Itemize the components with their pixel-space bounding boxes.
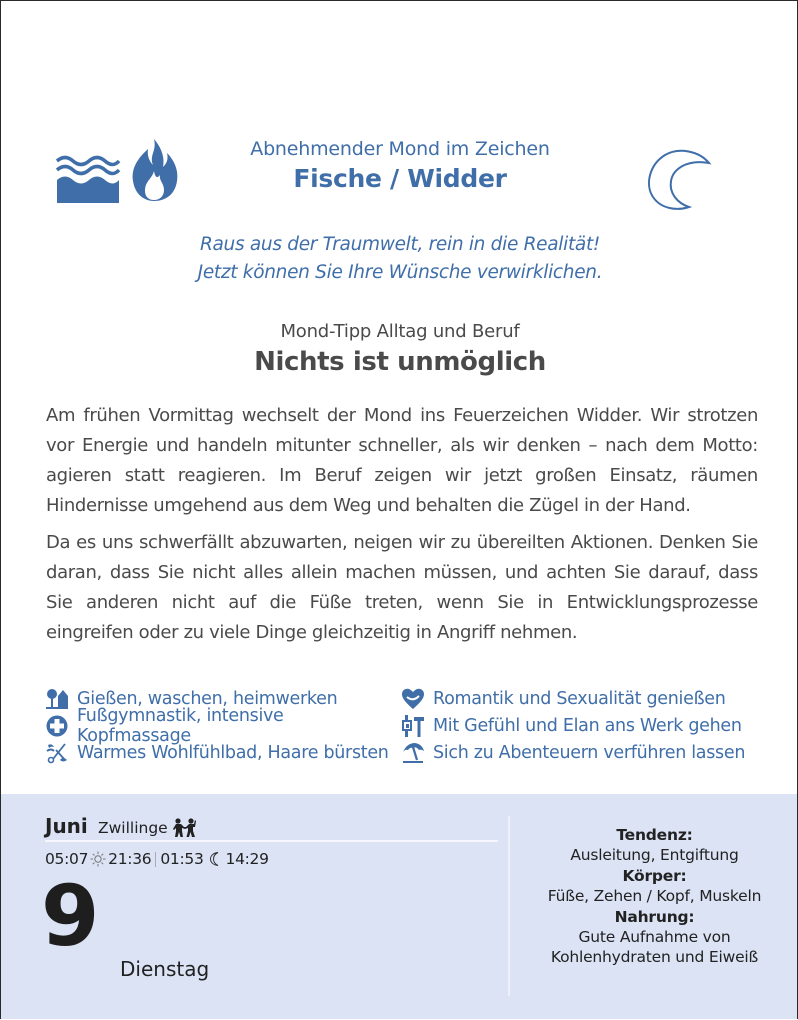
work-tools-icon (401, 715, 425, 737)
activity-label: Mit Gefühl und Elan ans Werk gehen (433, 715, 742, 736)
activity-list (45, 685, 765, 766)
moon-sign-heading (1, 138, 798, 193)
activity-item (401, 739, 757, 766)
sun-icon (89, 851, 107, 867)
activity-label: Sich zu Abenteuern verführen lassen (433, 742, 746, 763)
tendency-value: Ausleitung, Entgiftung (570, 846, 739, 865)
month-label: Juni (45, 814, 88, 838)
paragraph: Da es uns schwerfällt abzuwarten, neigen wir zu übereilten Aktionen. Denken Sie daran, dass Sie nicht alles allein machen müssen, und achten Sie darauf, dass Sie anderen nicht auf die Füße treten, wenn Sie in Entwicklungsprozesse eingreifen oder zu viele Dinge gleichzeitig in Angriff nehmen. (46, 532, 758, 643)
activity-item (401, 712, 757, 739)
tendency-label: Tendenz: (616, 826, 693, 844)
paragraph: Am frühen Vormittag wechselt der Mond ins Feuerzeichen Widder. Wir strotzen vor Energie und handeln mitunter schneller, als wir denken – nach dem Motto: agieren statt reagieren. Im Beruf zeigen wir jetzt großen Einsatz, räumen Hindernisse umgehend aus dem Weg und behalten die Zügel in der Hand. (46, 405, 758, 516)
tip-title: Nichts ist unmöglich (254, 347, 546, 377)
moon-phase-subtitle: Abnehmender Mond im Zeichen (250, 138, 550, 160)
activity-label: Gießen, waschen, heimwerken (77, 688, 338, 709)
zodiac-label: Zwillinge (98, 819, 168, 837)
moon-icon (207, 851, 223, 867)
food-value-line: Kohlenhydraten und Eiweiß (550, 948, 759, 967)
heart-icon (401, 688, 425, 710)
activity-label: Fußgymnastik, intensive Kopfmassage (77, 705, 284, 746)
activity-item (45, 739, 401, 766)
activity-item (45, 705, 401, 746)
beauty-scissors-icon (45, 742, 69, 764)
food-label: Nahrung: (614, 907, 695, 926)
garden-house-icon (45, 688, 69, 710)
beach-umbrella-icon (401, 742, 425, 764)
motto-quote (1, 231, 798, 287)
sun-moon-times (45, 850, 269, 868)
moon-info-panel (510, 825, 798, 968)
activity-label: Warmes Wohlfühlbad, Haare bürsten (77, 742, 389, 763)
divider (45, 840, 498, 842)
sunset-time: 21:36 (108, 850, 152, 868)
calendar-footer (1, 794, 798, 1019)
quote-line: Jetzt können Sie Ihre Wünsche verwirklichen. (197, 262, 603, 283)
body-value: Füße, Zehen / Kopf, Muskeln (547, 887, 762, 906)
zodiac-title: Fische / Widder (293, 164, 507, 193)
tip-body (46, 401, 758, 655)
body-label: Körper: (622, 866, 687, 885)
moonrise-time: 01:53 (160, 850, 204, 868)
zodiac-sign (98, 818, 198, 838)
food-value-line: Gute Aufnahme von (578, 928, 731, 947)
weekday-label: Dienstag (120, 957, 210, 981)
quote-line: Raus aus der Traumwelt, rein in die Realität! (199, 234, 601, 255)
activity-label: Romantik und Sexualität genießen (433, 688, 726, 709)
gemini-twins-icon (172, 818, 198, 838)
moonset-time: 14:29 (225, 850, 269, 868)
time-separator (155, 852, 156, 867)
day-number: 9 (41, 867, 98, 965)
health-cross-icon (45, 715, 69, 737)
activity-item (401, 685, 757, 712)
sunrise-time: 05:07 (45, 850, 89, 868)
tip-label: Mond-Tipp Alltag und Beruf (280, 321, 520, 342)
